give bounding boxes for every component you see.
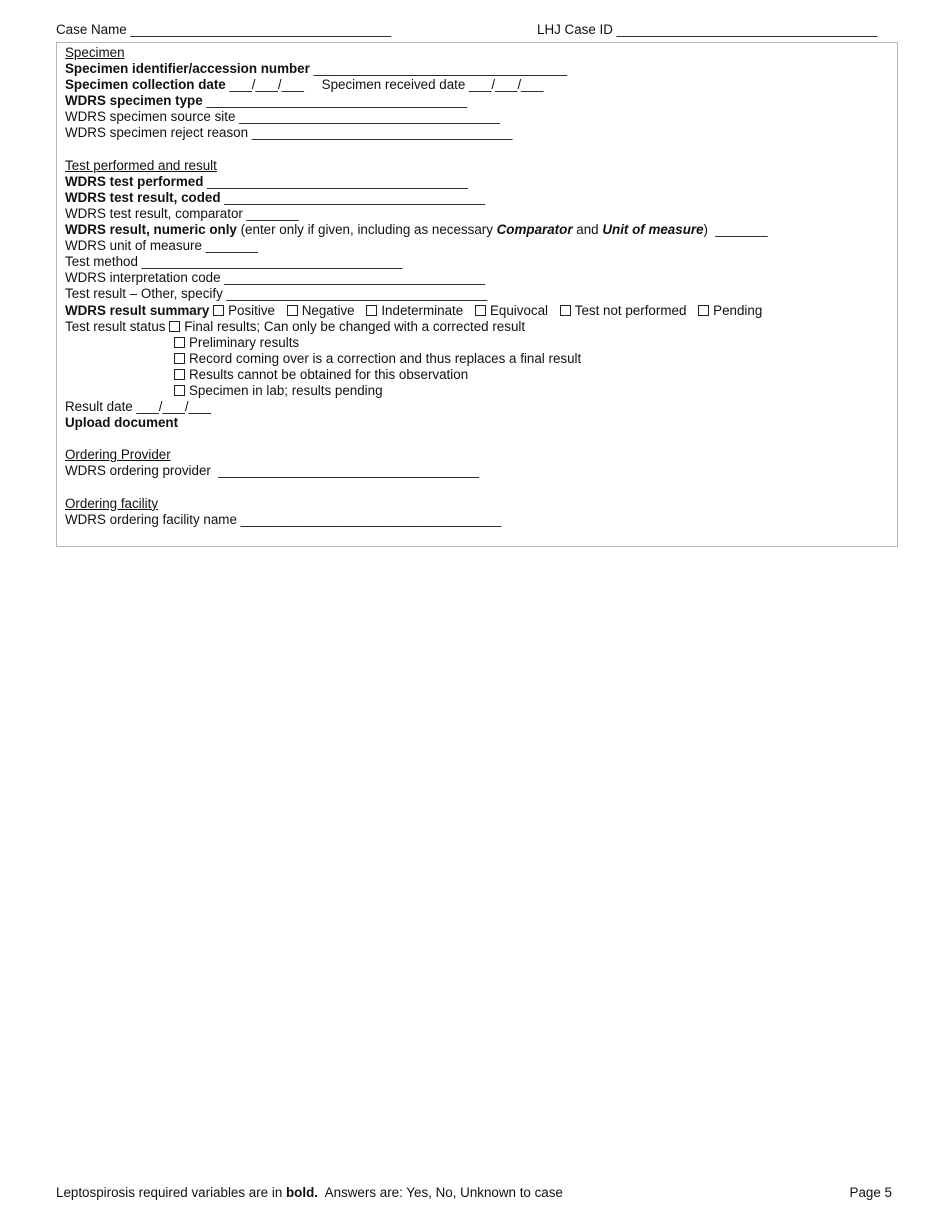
- checkbox[interactable]: [366, 305, 377, 316]
- summary-option-pending[interactable]: Pending: [698, 303, 762, 318]
- test-method-field[interactable]: Test method ___________________________________: [65, 254, 403, 270]
- numeric-result-note: (enter only if given, including as necessary: [236, 222, 497, 238]
- footer-note: Leptospirosis required variables are in bold. Answers are: Yes, No, Unknown to case: [56, 1185, 563, 1200]
- ordering-facility-blank[interactable]: ___________________________________: [236, 511, 502, 527]
- specimen-type-label: WDRS specimen type: [65, 93, 203, 109]
- ordering-provider-blank[interactable]: ___________________________________: [210, 463, 479, 479]
- checkbox[interactable]: [174, 337, 185, 348]
- checkbox[interactable]: [169, 321, 180, 332]
- checkbox[interactable]: [475, 305, 486, 316]
- numeric-result-row[interactable]: [65, 222, 885, 238]
- checkbox[interactable]: [698, 305, 709, 316]
- test-performed-row[interactable]: [65, 174, 885, 190]
- collection-date-blank[interactable]: ___/___/___: [225, 77, 304, 93]
- result-summary-row: [65, 303, 885, 319]
- test-result-coded-row[interactable]: [65, 190, 885, 206]
- page-number: Page 5: [849, 1185, 892, 1200]
- result-status-row: [65, 319, 885, 335]
- lab-form-content: [65, 45, 885, 528]
- status-option-final[interactable]: Final results; Can only be changed with a corrected result: [169, 319, 525, 334]
- result-date-field[interactable]: Result date ___/___/___: [65, 399, 211, 415]
- specimen-dates-row[interactable]: [65, 77, 885, 93]
- ordering-provider-heading: Ordering Provider: [65, 447, 171, 463]
- test-heading: Test performed and result: [65, 157, 217, 173]
- summary-option-equivocal[interactable]: Equivocal: [475, 303, 548, 318]
- numeric-unit-term: Unit of measure: [602, 222, 704, 238]
- summary-option-negative[interactable]: Negative: [287, 303, 355, 318]
- ordering-facility-label: WDRS ordering facility name: [65, 511, 237, 527]
- ordering-facility-heading: Ordering facility: [65, 495, 159, 511]
- checkbox[interactable]: [174, 369, 185, 380]
- checkbox[interactable]: [174, 385, 185, 396]
- test-result-coded-blank[interactable]: ___________________________________: [220, 189, 485, 205]
- test-performed-blank[interactable]: ___________________________________: [203, 173, 468, 189]
- received-date-field[interactable]: Specimen received date ___/___/___: [321, 77, 544, 93]
- specimen-source-site-field[interactable]: WDRS specimen source site ___________________________________: [65, 109, 500, 125]
- specimen-type-row[interactable]: [65, 93, 885, 109]
- numeric-comparator-term: Comparator: [496, 222, 573, 238]
- specimen-heading: Specimen: [65, 45, 125, 60]
- test-result-other-field[interactable]: Test result – Other, specify ___________________________________: [65, 286, 488, 302]
- specimen-identifier-label: Specimen identifier/accession number: [65, 61, 310, 77]
- status-option-correction[interactable]: Record coming over is a correction and thus replaces a final result: [65, 351, 885, 367]
- status-option-preliminary[interactable]: Preliminary results: [65, 335, 885, 351]
- spacer: [65, 480, 885, 496]
- status-option-cannot-obtain[interactable]: Results cannot be obtained for this observation: [65, 367, 885, 383]
- page-header: [56, 22, 894, 38]
- result-status-label: Test result status: [65, 318, 166, 334]
- unit-of-measure-field[interactable]: WDRS unit of measure _______: [65, 238, 258, 254]
- page-footer: [56, 1185, 892, 1201]
- upload-document-label[interactable]: Upload document: [65, 415, 179, 431]
- interpretation-code-field[interactable]: WDRS interpretation code ___________________________________: [65, 270, 485, 286]
- numeric-and: and: [572, 222, 603, 238]
- collection-date-label: Specimen collection date: [65, 77, 226, 93]
- case-name-field[interactable]: Case Name ___________________________________: [56, 22, 392, 37]
- checkbox[interactable]: [174, 353, 185, 364]
- checkbox[interactable]: [560, 305, 571, 316]
- ordering-facility-row[interactable]: [65, 512, 885, 528]
- specimen-type-blank[interactable]: ___________________________________: [202, 93, 468, 109]
- result-summary-label: WDRS result summary: [65, 302, 210, 318]
- numeric-result-label: WDRS result, numeric only: [65, 222, 237, 238]
- summary-option-positive[interactable]: Positive: [213, 303, 275, 318]
- lhj-case-id-field[interactable]: LHJ Case ID ___________________________________: [537, 22, 878, 37]
- spacer: [65, 142, 885, 158]
- numeric-result-blank[interactable]: ) _______: [703, 222, 768, 238]
- spacer: [65, 431, 885, 447]
- summary-option-not-performed[interactable]: Test not performed: [560, 303, 687, 318]
- checkbox[interactable]: [287, 305, 298, 316]
- specimen-reject-reason-field[interactable]: WDRS specimen reject reason ___________________________________: [65, 125, 513, 141]
- ordering-provider-label: WDRS ordering provider: [65, 463, 211, 479]
- ordering-provider-row[interactable]: [65, 463, 885, 479]
- specimen-identifier-row[interactable]: [65, 61, 885, 77]
- test-comparator-field[interactable]: WDRS test result, comparator _______: [65, 205, 299, 221]
- status-option-pending[interactable]: Specimen in lab; results pending: [65, 383, 885, 399]
- test-performed-label: WDRS test performed: [65, 173, 204, 189]
- lab-form-box: [56, 42, 898, 547]
- summary-option-indeterminate[interactable]: Indeterminate: [366, 303, 463, 318]
- specimen-identifier-blank[interactable]: __________________________________: [309, 61, 567, 77]
- test-result-coded-label: WDRS test result, coded: [65, 189, 221, 205]
- checkbox[interactable]: [213, 305, 224, 316]
